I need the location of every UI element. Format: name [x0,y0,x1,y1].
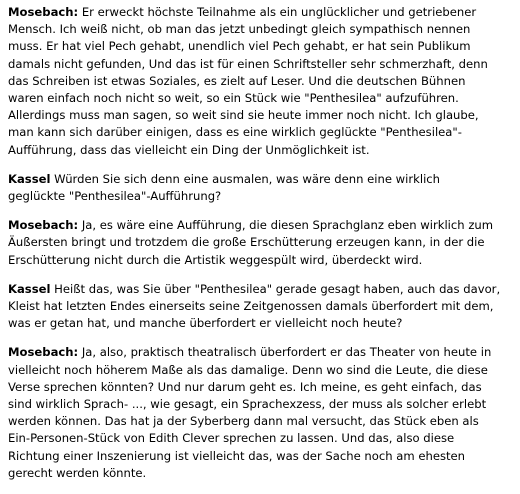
paragraph-text: Ja, es wäre eine Aufführung, die diesen Sprachglanz eben wirklich zum Äußersten bringt und trotzdem die große Erschütterung erzeugen kann, in der die Erschütterung nicht durch die Artistik weggespült wird, überdeckt wird. [8,218,494,267]
speaker-label: Kassel [8,281,51,296]
paragraph-text: Ja, also, praktisch theatralisch überfordert er das Theater von heute in vielleicht noch höherem Maße als das damalige. Denn wo sind die Leute, die diese Verse sprechen könnten? Und nur darum geht es. Ich meine, es geht einfach, das sind wirklich Sprach- ..., wie gesagt, ein Sprachexzess, der muss als solcher erlebt werden können. Das hat ja der Syberberg dann mal versucht, das Stück eben als Ein-Personen-Stück von Edith Clever sprechen zu lassen. Und das, also diese Richtung einer Inszenierung ist vielleicht das, was der Sache noch am ehesten gerecht werden könnte. [8,345,492,480]
paragraph-text: Würden Sie sich denn eine ausmalen, was wäre denn eine wirklich geglückte "Penthesilea"-Aufführung? [8,171,441,204]
paragraph-text: Heißt das, was Sie über "Penthesilea" gerade gesagt haben, auch das davor, Kleist hat letzten Endes einerseits seine Zeitgenossen damals überfordert mit dem, was er getan hat, und manche überfordert er vielleicht noch heute? [8,281,501,331]
paragraph-mosebach-3 [8,344,514,482]
speaker-label: Kassel [8,171,51,186]
speaker-label: Mosebach: [8,218,79,233]
interview-transcript [8,4,514,494]
paragraph-kassel-2 [8,281,514,333]
speaker-label: Mosebach: [8,5,79,19]
paragraph-text: Er erweckt höchste Teilnahme als ein unglücklicher und getriebener Mensch. Ich weiß nicht, ob man das jetzt unbedingt gleich sympathisch nennen muss. Er hat viel Pech gehabt, unendlich viel Pech gehabt, er hat sein Publikum damals nicht gefunden, Und das ist für einen Schriftsteller sehr schmerzhaft, denn das Schreiben ist etwas Soziales, es zielt auf Leser. Und die deutschen Bühnen waren einfach noch nicht so weit, so ein Stück wie "Penthesilea" aufzuführen. Allerdings muss man sagen, so weit sind sie heute immer noch nicht. Ich glaube, man kann sich darüber einigen, dass es eine wirklich geglückte "Penthesilea"- Aufführung, dass das vielleicht ein Ding der Unmöglichkeit ist. [8,5,488,157]
speaker-label: Mosebach: [8,345,79,360]
paragraph-kassel-1 [8,171,514,205]
paragraph-mosebach-2 [8,217,514,269]
paragraph-mosebach-1 [8,4,514,159]
